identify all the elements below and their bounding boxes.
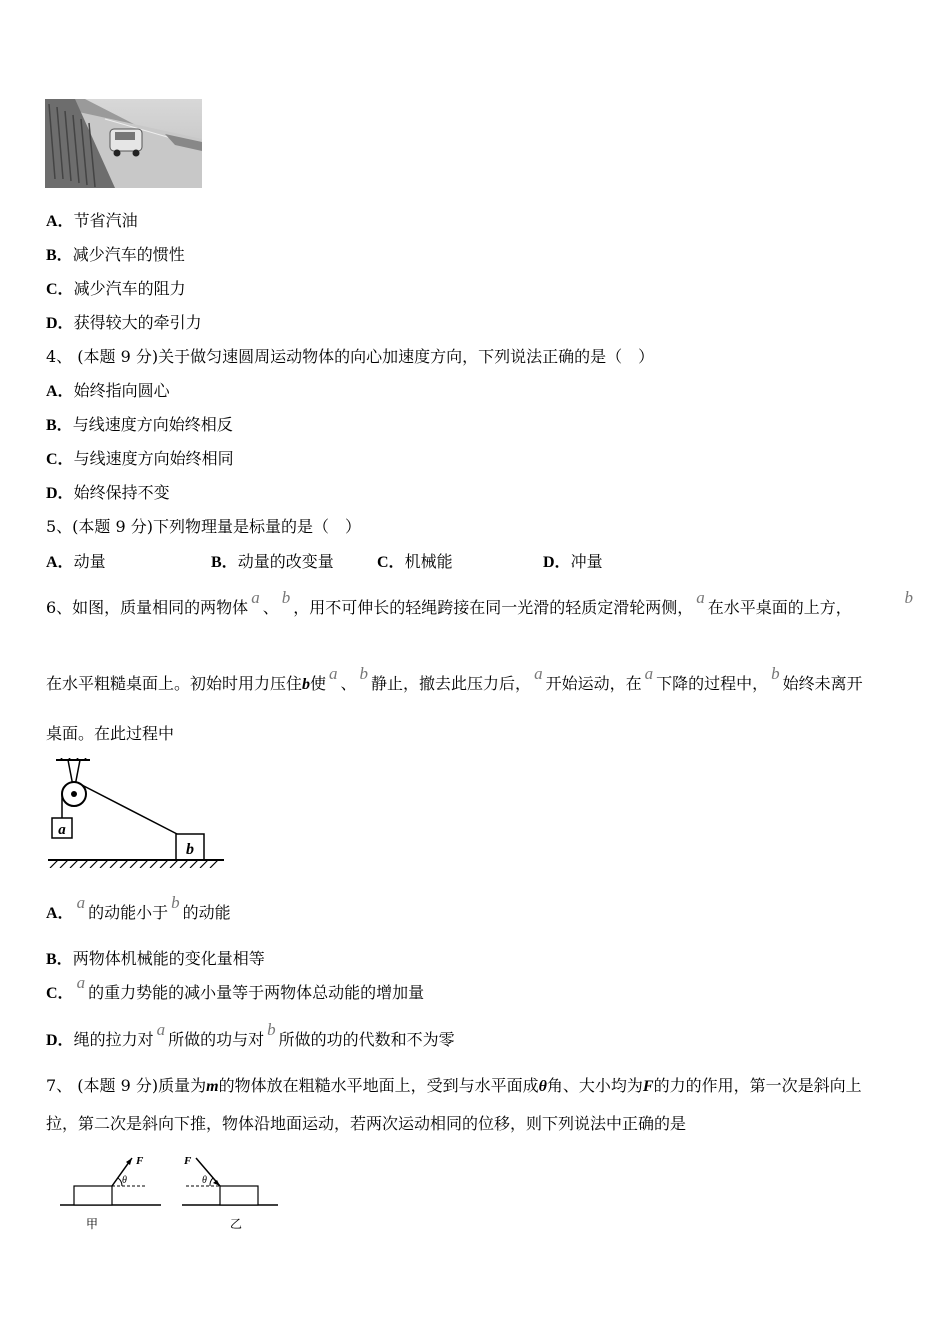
q4-option-c: C．与线速度方向始终相同 — [46, 449, 234, 468]
q6-option-d: D．绳的拉力对a所做的功与对b所做的功的代数和不为零 — [46, 1020, 455, 1049]
q3-option-a: A．节省汽油 — [46, 211, 138, 230]
fig-label-a: a — [58, 822, 66, 838]
q5-option-a: A．动量 — [46, 552, 106, 571]
q4-option-b: B．与线速度方向始终相反 — [46, 415, 233, 434]
q6-stem-line2: 在水平粗糙桌面上。初始时用力压住b使a、b静止，撤去此压力后，a开始运动，在a下降的过程中，b始终未离开 — [46, 664, 863, 693]
svg-text:F: F — [136, 1155, 144, 1167]
q3-option-d: D．获得较大的牵引力 — [46, 313, 202, 332]
fig-label-b: b — [186, 841, 194, 858]
pulley-figure — [46, 758, 226, 868]
force-figure-jia — [56, 1150, 166, 1235]
car-bridge-photo — [45, 99, 202, 188]
q5-stem: 5、(本题 9 分)下列物理量是标量的是（ ） — [46, 517, 362, 536]
q7-stem-line1: 7、 (本题 9 分)质量为m的物体放在粗糙水平地面上，受到与水平面成θ角、大小均为F的力的作用，第一次是斜向上 — [46, 1076, 862, 1095]
q6-option-a: A．a的动能小于b的动能 — [46, 893, 231, 922]
q4-option-a: A．始终指向圆心 — [46, 381, 170, 400]
q5-option-b: B．动量的改变量 — [211, 552, 334, 571]
q4-stem: 4、 (本题 9 分)关于做匀速圆周运动物体的向心加速度方向，下列说法正确的是（ ） — [46, 347, 655, 366]
q5-option-d: D．冲量 — [543, 552, 603, 571]
q4-option-d: D．始终保持不变 — [46, 483, 170, 502]
q3-option-c: C．减少汽车的阻力 — [46, 279, 186, 298]
q5-option-c: C．机械能 — [377, 552, 453, 571]
q3-option-b: B．减少汽车的惯性 — [46, 245, 185, 264]
svg-text:乙: 乙 — [229, 1217, 243, 1231]
svg-text:θ: θ — [202, 1175, 207, 1186]
svg-text:甲: 甲 — [85, 1217, 99, 1231]
svg-text:F: F — [184, 1155, 192, 1167]
q7-stem-line2: 拉，第二次是斜向下推，物体沿地面运动，若两次运动相同的位移，则下列说法中正确的是 — [46, 1114, 687, 1133]
force-figure-yi — [178, 1150, 288, 1235]
q6-option-b: B．两物体机械能的变化量相等 — [46, 949, 265, 968]
q6-stem-line1: 6、如图，质量相同的两物体a、b，用不可伸长的轻绳跨接在同一光滑的轻质定滑轮两侧，a在水平桌面的上方， b — [46, 588, 913, 617]
q6-stem-line3: 桌面。在此过程中 — [46, 724, 175, 743]
q6-option-c: C．a的重力势能的减小量等于两物体总动能的增加量 — [46, 973, 425, 1002]
svg-text:θ: θ — [122, 1175, 127, 1186]
